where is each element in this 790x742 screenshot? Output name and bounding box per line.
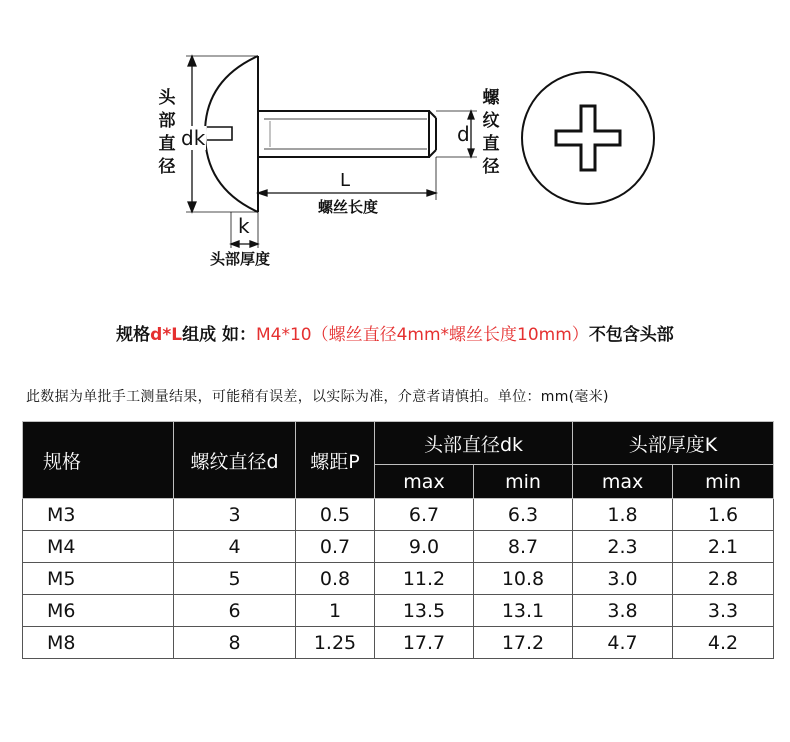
spec-description (0, 320, 790, 345)
table-cell: 3 (174, 499, 296, 531)
header-pitch: 螺距P (296, 422, 375, 499)
header-k-max: max (573, 465, 673, 499)
table-cell: 3.0 (573, 563, 673, 595)
table-cell: 1.25 (296, 627, 375, 659)
dk-label: dk (181, 126, 206, 150)
header-head-thickness: 头部厚度K (573, 422, 774, 465)
chamfer-top (429, 111, 436, 118)
table-cell: 6 (174, 595, 296, 627)
table-cell: 10.8 (474, 563, 573, 595)
spec-text-2: d*L (150, 325, 183, 345)
header-thread-diameter: 螺纹直径d (174, 422, 296, 499)
table-row (23, 563, 774, 595)
table-row (23, 627, 774, 659)
table-cell: 0.7 (296, 531, 375, 563)
screw-side-view-svg (0, 0, 790, 300)
table-cell: 6.7 (375, 499, 474, 531)
table-cell: M3 (23, 499, 174, 531)
header-spec: 规格 (23, 422, 174, 499)
L-label: L (340, 170, 351, 191)
table-row (23, 531, 774, 563)
table-cell: 13.1 (474, 595, 573, 627)
phillips-cross-icon (556, 106, 620, 170)
table-cell: 4 (174, 531, 296, 563)
chamfer-bottom (429, 150, 436, 157)
thread-length-caption: 螺丝长度 (318, 198, 379, 216)
table-cell: 2.8 (673, 563, 774, 595)
head-thickness-caption: 头部厚度 (210, 250, 271, 268)
spec-text-1: 规格 (116, 325, 151, 345)
table-cell: 1 (296, 595, 375, 627)
table-row (23, 595, 774, 627)
table-cell: 8 (174, 627, 296, 659)
table-cell: 2.1 (673, 531, 774, 563)
table-cell: 17.7 (375, 627, 474, 659)
spec-example: M4*10（螺丝直径4mm*螺丝长度10mm） (256, 325, 589, 345)
table-row (23, 499, 774, 531)
spec-text-3: 组成 如： (182, 325, 256, 345)
table-cell: 5 (174, 563, 296, 595)
table-cell: 4.2 (673, 627, 774, 659)
table-cell: 1.6 (673, 499, 774, 531)
table-cell: 9.0 (375, 531, 474, 563)
table-cell: M6 (23, 595, 174, 627)
header-head-diameter: 头部直径dk (375, 422, 573, 465)
table-cell: M8 (23, 627, 174, 659)
recess-notch (207, 127, 232, 140)
table-cell: 4.7 (573, 627, 673, 659)
d-label: d (457, 122, 470, 146)
header-k-min: min (673, 465, 774, 499)
spec-text-5: 不包含头部 (588, 325, 674, 345)
table-cell: 0.5 (296, 499, 375, 531)
thread-lines (264, 119, 427, 149)
spec-table (22, 421, 774, 659)
header-dk-max: max (375, 465, 474, 499)
table-cell: 11.2 (375, 563, 474, 595)
screw-drawing (0, 0, 790, 300)
table-cell: 8.7 (474, 531, 573, 563)
screw-top-view-svg (518, 68, 658, 208)
table-cell: 3.3 (673, 595, 774, 627)
header-dk-min: min (474, 465, 573, 499)
k-label: k (238, 214, 250, 238)
table-cell: 1.8 (573, 499, 673, 531)
table-cell: M4 (23, 531, 174, 563)
table-cell: M5 (23, 563, 174, 595)
table-cell: 13.5 (375, 595, 474, 627)
measurement-note: 此数据为单批手工测量结果，可能稍有误差，以实际为准，介意者请慎拍。单位：mm(毫米) (26, 389, 609, 405)
head-diameter-vertical-label: 头 部 直 径 (158, 88, 176, 177)
shank-outline (258, 111, 429, 157)
table-cell: 6.3 (474, 499, 573, 531)
table-cell: 0.8 (296, 563, 375, 595)
table-cell: 3.8 (573, 595, 673, 627)
table-cell: 17.2 (474, 627, 573, 659)
thread-diameter-vertical-label: 螺 纹 直 径 (482, 88, 500, 177)
table-cell: 2.3 (573, 531, 673, 563)
